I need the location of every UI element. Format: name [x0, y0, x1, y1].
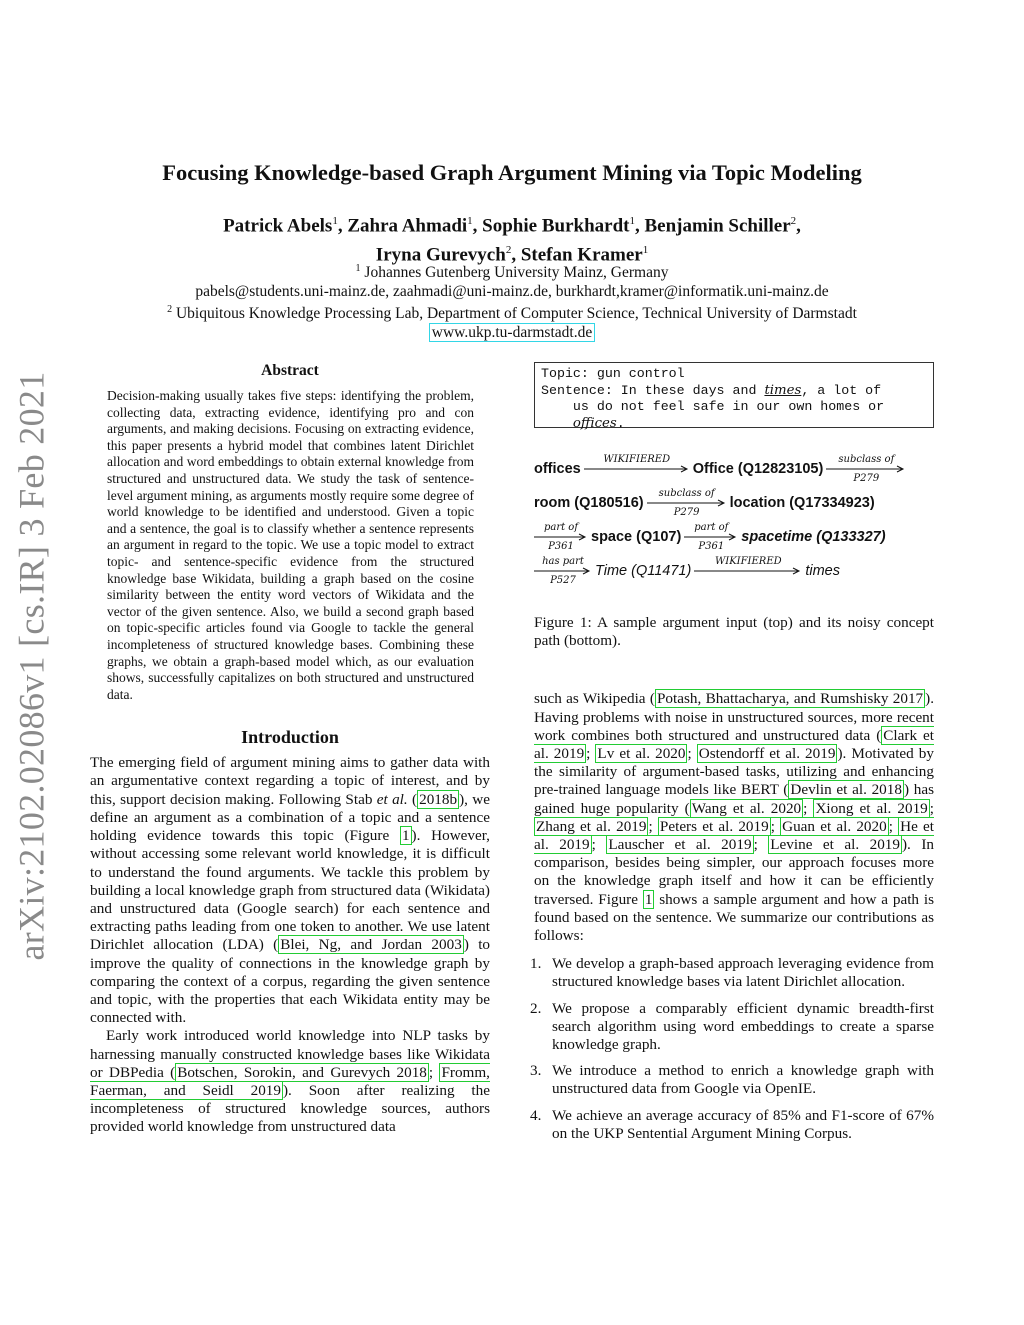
concept-node: Office (Q12823105): [692, 461, 824, 477]
citation-link[interactable]: Lv et al. 2020: [597, 745, 686, 763]
concept-row-3: [534, 522, 886, 552]
affiliation-1: Johannes Gutenberg University Mainz, Germany: [364, 264, 669, 282]
figure-caption: Figure 1: A sample argument input (top) and its noisy concept path (bottom).: [534, 614, 934, 650]
citation-link[interactable]: He et al. 2019: [534, 817, 934, 854]
citation-link[interactable]: Fromm, Faerman, and Seidl 2019: [90, 1063, 490, 1099]
citation-link[interactable]: Zhang et al. 2019: [536, 817, 647, 835]
citation-link[interactable]: Xiong et al. 2019: [815, 799, 928, 817]
concept-node: room (Q180516): [534, 495, 644, 511]
citation-link[interactable]: Potash, Bhattacharya, and Rumshisky 2017: [656, 690, 924, 708]
relation-arrow: [584, 454, 690, 484]
affiliation-mark: 1: [642, 244, 649, 257]
citation-link[interactable]: Ostendorff et al. 2019: [698, 745, 836, 763]
concept-node: spacetime (Q133327): [741, 529, 886, 545]
concept-node: location (Q17334923): [729, 495, 875, 511]
relation-arrow: [826, 454, 906, 484]
concept-row-2: [534, 488, 875, 518]
citation-link[interactable]: Peters et al. 2019: [659, 817, 769, 835]
concept-row-1: [534, 454, 909, 484]
arrow-line: [584, 465, 690, 473]
arrow-line: [534, 567, 592, 575]
introduction-heading: Introduction: [241, 727, 339, 748]
author-name: Zahra Ahmadi: [347, 215, 468, 237]
citation-link[interactable]: Clark et al. 2019: [534, 726, 934, 763]
arrow-line: [647, 499, 727, 507]
arrow-line: [694, 567, 802, 575]
example-input-box: Topic: gun control Sentence: In these days and times, a lot of us do not feel safe in our own homes or offices.: [534, 362, 934, 428]
relation-arrow: [534, 522, 588, 552]
figure-ref-link[interactable]: 1: [644, 890, 653, 908]
affiliation-mark: 1: [332, 215, 338, 227]
affiliation-mark: 1: [467, 215, 473, 227]
relation-label: subclass of: [658, 488, 715, 499]
property-id: P527: [550, 575, 576, 586]
arrow-line: [684, 533, 738, 541]
intro-paragraph-1: The emerging field of argument mining aims to gather data with an argumentative context regarding a topic of interest, and by this, support decision making. Following Stab et al. ( 2018b ), we define an argument as a combination of a topic and a sentence holding evidence towards this topic (Figure 1 ). However, without accessing some relevant world knowledge, it is difficult to understand the found arguments. We tackle this problem by building a local knowledge graph from structured data (Wikidata) and unstructured data (Google search) for each sentence and extracting paths leading from one token to another. We use latent Dirichlet allocation (LDA) ( Blei, Ng, and Jordan 2003 ) to improve the quality of connections in the knowledge graph by comparing the context of a corpus, regarding the given sentence and topic, with the properties that each Wikidata entity may be connected with.: [90, 754, 491, 1027]
list-item: 1. We develop a graph-based approach leveraging evidence from structured knowledge bases via latent Dirichlet allocation.: [530, 955, 934, 991]
relation-arrow: [684, 522, 738, 552]
relation-arrow: [694, 556, 802, 586]
author-list: Patrick Abels$^1$, Zahra Ahmadi$^1$, Sophie Burkhardt$^1$, Benjamin Schiller$^2$, Iryna Gurevych$^2$, Stefan Kramer$^1$: [223, 215, 801, 266]
relation-label: WIKIFIERED: [714, 556, 782, 567]
highlight-word-times: times: [764, 382, 802, 398]
relation-label: part of: [543, 522, 579, 533]
list-item: 2. We propose a comparably efficient dynamic breadth-first search algorithm using word embeddings to create a sparse knowledge graph.: [530, 999, 934, 1054]
author-name: Stefan Kramer: [520, 244, 643, 266]
arxiv-sidebar: [4, 371, 60, 961]
paper-title: Focusing Knowledge-based Graph Argument Mining via Topic Modeling: [162, 160, 862, 185]
affiliation-mark: 2: [790, 215, 797, 227]
list-item: 4. We achieve an average accuracy of 85% and F1-score of 67% on the UKP Sentential Argument Mining Corpus.: [530, 1106, 934, 1142]
relation-label: has part: [542, 556, 584, 567]
concept-node: times: [805, 563, 840, 579]
concept-row-4: [534, 556, 840, 586]
property-id: P361: [698, 541, 725, 552]
contributions-list: [530, 955, 934, 1143]
citation-link[interactable]: Botschen, Sorokin, and Gurevych 2018: [177, 1063, 427, 1081]
lab-url-link[interactable]: www.ukp.tu-darmstadt.de: [429, 323, 595, 342]
property-id: P279: [673, 507, 700, 518]
relation-arrow: [534, 556, 592, 586]
author-name: Benjamin Schiller: [644, 215, 791, 237]
arrow-line: [826, 465, 906, 473]
affiliation-mark: 2: [505, 244, 512, 257]
concept-node: offices: [534, 461, 581, 477]
citation-link[interactable]: Lauscher et al. 2019: [608, 836, 752, 854]
affiliation-mark: 1: [629, 215, 635, 227]
highlight-word-offices: offices: [572, 415, 617, 431]
relation-label: WIKIFIERED: [603, 454, 671, 465]
abstract-heading: Abstract: [261, 362, 319, 379]
citation-link[interactable]: Wang et al. 2020: [691, 799, 802, 817]
property-id: P361: [548, 541, 574, 552]
relation-label: part of: [694, 522, 729, 533]
property-id: P279: [853, 473, 880, 484]
right-column: [530, 362, 935, 1151]
citation-link[interactable]: Guan et al. 2020: [782, 817, 887, 835]
citation-link[interactable]: Blei, Ng, and Jordan 2003: [280, 936, 462, 954]
concept-path-diagram: [534, 454, 934, 614]
affiliation-2: Ubiquitous Knowledge Processing Lab, Department of Computer Science, Technical University of Darmstadt: [175, 305, 857, 323]
concept-node: Time (Q11471): [595, 563, 692, 579]
figure-ref-link[interactable]: 1: [401, 827, 410, 845]
intro-paragraph-2: Early work introduced world knowledge into NLP tasks by harnessing manually constructed knowledge bases like Wikidata or DBPedia ( Botschen, Sorokin, and Gurevych 2018 ; Fromm, Faerman, and Seidl 2019 ). Soon after realizing the incompleteness of structured knowledge sources, authors provided world knowledge from unstructured data: [90, 1027, 490, 1136]
affiliation-number: 1: [355, 263, 361, 274]
affiliations: [0, 260, 1024, 342]
author-emails: pabels@students.uni-mainz.de, zaahmadi@uni-mainz.de, burkhardt,kramer@informatik.uni-mainz.de: [195, 282, 829, 300]
author-name: Patrick Abels: [223, 215, 333, 237]
citation-link[interactable]: 2018b: [419, 790, 458, 808]
left-column: [90, 362, 490, 1137]
relation-label: subclass of: [838, 454, 895, 465]
abstract-text: Decision-making usually takes five steps: identifying the problem, collecting data, extracting evidence, identifying pro and con arguments, and making decisions. Focusing on extracting evidence, this paper presents a hybrid model that combines latent Dirichlet allocation and word embeddings to obtain external knowledge from structured and unstructured data. We study the task of sentence-level argument mining, as arguments mostly require some degree of world knowledge to be identified and understood. Given a topic and a sentence, the goal is to classify whether a sentence represents an argument in regard to the topic. We use a topic model to extract topic- and sentence-specific evidence from the structured knowledge base Wikidata, building a graph based on the cosine similarity between the entity word vectors of Wikidata and the vector of the given sentence. Also, we build a second graph based on topic-specific articles found via Google to tackle the general incompleteness of structured knowledge bases. Combining these graphs, we obtain a graph-based model which, as our evaluation shows, successfully capitalizes on both structured and unstructured data.: [107, 388, 474, 702]
affiliation-number: 2: [167, 304, 173, 316]
list-item: 3. We introduce a method to enrich a knowledge graph with unstructured data from Google via OpenIE.: [530, 1062, 934, 1098]
intro-paragraph-3: such as Wikipedia ( Potash, Bhattacharya, and Rumshisky 2017 ). Having problems with noise in unstructured sources, more recent work combines both structured and unstructured data ( Clark et al. 2019 ; Lv et al. 2020 ; Ostendorff et al. 2019 ). Motivated by the similarity of argument-based tasks, utilizing and enhancing pre-trained language models like BERT ( Devlin et al. 2018 ) has gained huge popularity ( Wang et al. 2020 ; Xiong et al. 2019 ; Zhang et al. 2019 ; Peters et al. 2019 ; Guan et al. 2020 ; He et al. 2019 ; Lauscher et al. 2019 ; Levine et al. 2019 ). In comparison, besides being simpler, our approach focuses more on the knowledge graph itself and how it can be efficiently traversed. Figure 1 shows a sample argument and how a path is found based on the sentence. We summarize our contributions as follows:: [534, 690, 935, 945]
relation-arrow: [647, 488, 727, 518]
arrow-line: [534, 533, 588, 541]
concept-node: space (Q107): [591, 529, 682, 545]
author-name: Iryna Gurevych: [375, 244, 506, 266]
arxiv-identifier[interactable]: arXiv:2102.02086v1 [cs.IR] 3 Feb 2021: [12, 371, 53, 961]
citation-link[interactable]: Devlin et al. 2018: [790, 781, 902, 799]
citation-link[interactable]: Levine et al. 2019: [770, 836, 900, 854]
author-name: Sophie Burkhardt: [482, 215, 630, 237]
